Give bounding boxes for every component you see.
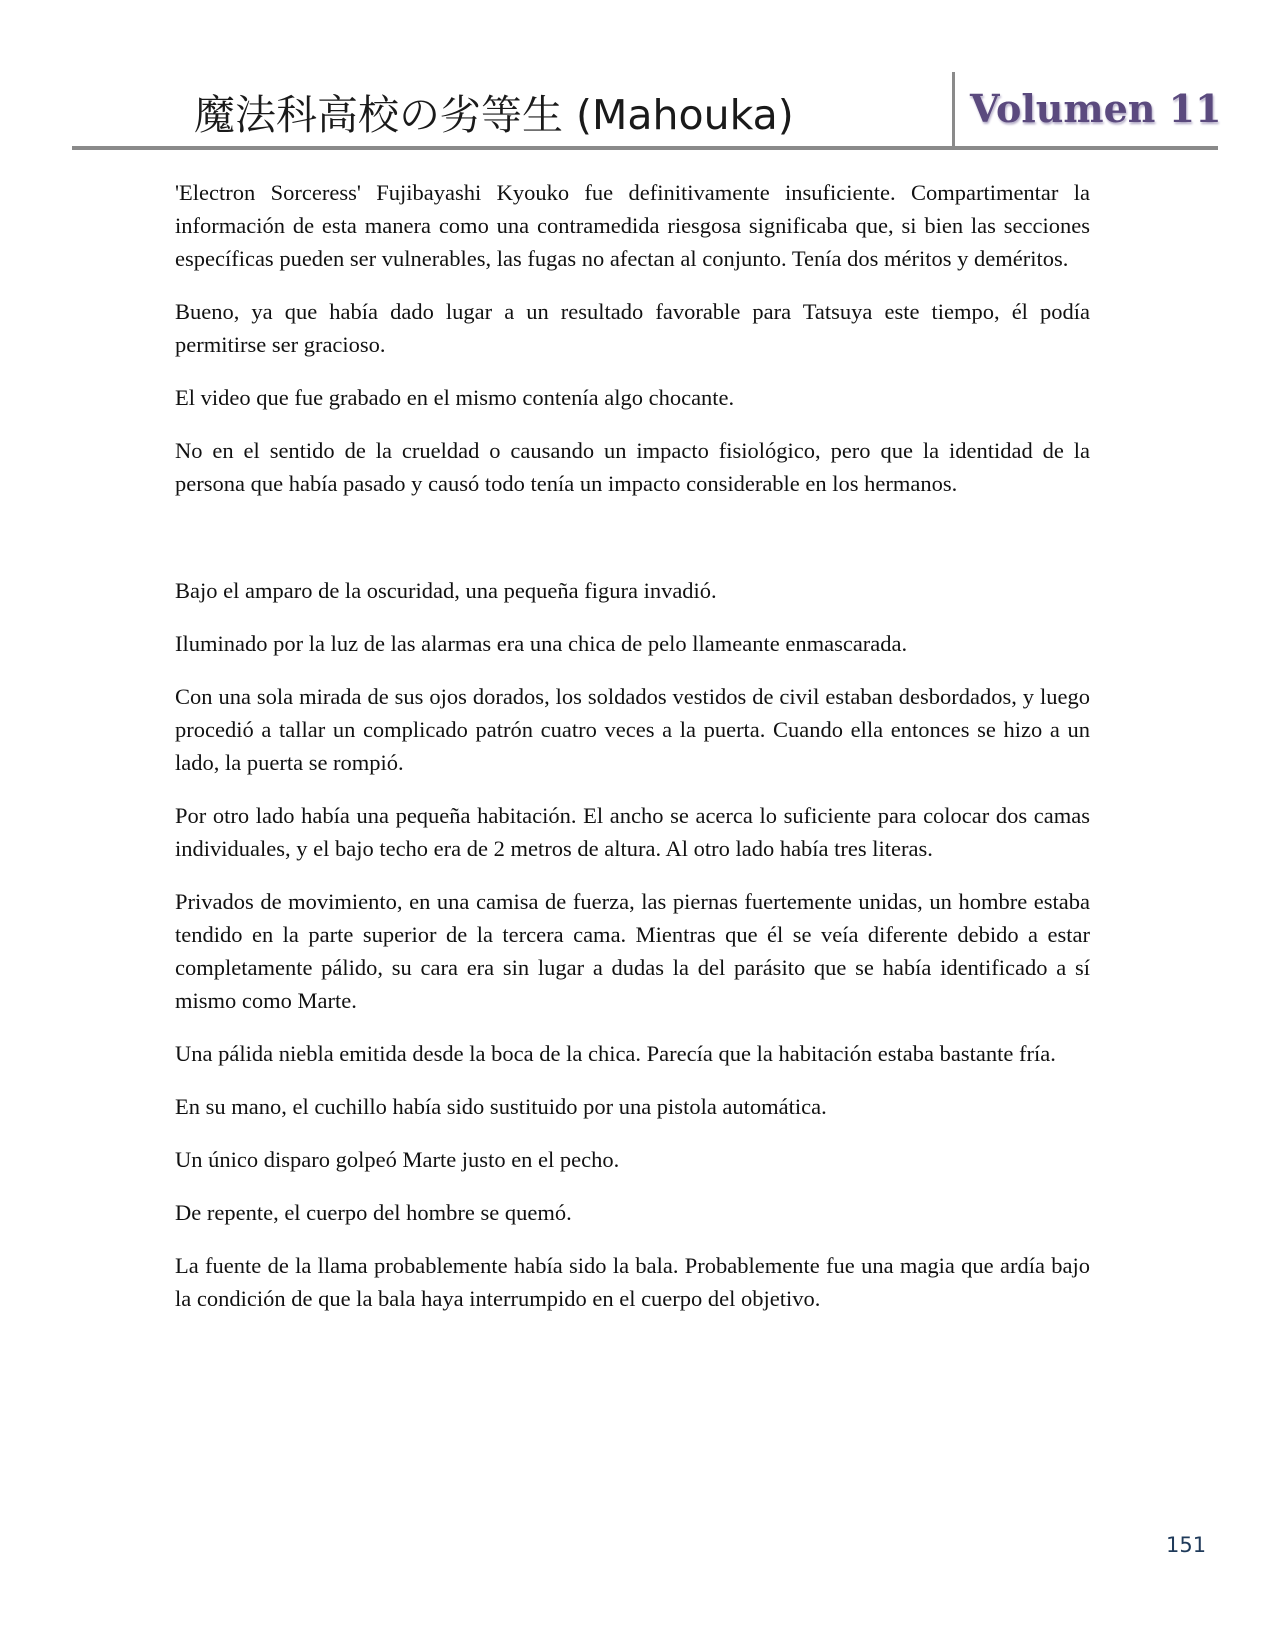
paragraph: Por otro lado había una pequeña habitación. El ancho se acerca lo suficiente para colocar dos camas individuales, y el bajo techo era de 2 metros de altura. Al otro lado había tres literas. <box>175 803 1090 861</box>
section-break <box>175 520 1090 574</box>
page-header <box>72 72 1222 150</box>
paragraph: Con una sola mirada de sus ojos dorados, los soldados vestidos de civil estaban desbordados, y luego procedió a tallar un complicado patrón cuatro veces a la puerta. Cuando ella entonces se hizo a un lado, la puerta se rompió. <box>175 684 1090 775</box>
page-number: 151 <box>1166 1533 1207 1557</box>
header-rule <box>72 146 1218 150</box>
paragraph: 'Electron Sorceress' Fujibayashi Kyouko fue definitivamente insuficiente. Compartimentar la información de esta manera como una contramedida riesgosa significaba que, si bien las secciones específicas pueden ser vulnerables, las fugas no afectan al conjunto. Tenía dos méritos y deméritos. <box>175 180 1090 271</box>
paragraph: Una pálida niebla emitida desde la boca de la chica. Parecía que la habitación estaba bastante fría. <box>175 1041 1056 1066</box>
paragraph: La fuente de la llama probablemente había sido la bala. Probablemente fue una magia que ardía bajo la condición de que la bala haya interrumpido en el cuerpo del objetivo. <box>175 1253 1090 1311</box>
paragraph: Privados de movimiento, en una camisa de fuerza, las piernas fuertemente unidas, un hombre estaba tendido en la parte superior de la tercera cama. Mientras que él se veía diferente debido a estar completamente pálido, su cara era sin lugar a dudas la del parásito que se había identificado a sí mismo como Marte. <box>175 889 1090 1013</box>
paragraph: El video que fue grabado en el mismo contenía algo chocante. <box>175 385 735 410</box>
header-divider <box>952 72 955 146</box>
paragraph: Bueno, ya que había dado lugar a un resultado favorable para Tatsuya este tiempo, él podía permitirse ser gracioso. <box>175 299 1090 357</box>
paragraph: Un único disparo golpeó Marte justo en el pecho. <box>175 1147 620 1172</box>
paragraph: De repente, el cuerpo del hombre se quemó. <box>175 1200 572 1225</box>
paragraph: Iluminado por la luz de las alarmas era una chica de pelo llameante enmascarada. <box>175 631 908 656</box>
book-title: 魔法科高校の劣等生 (Mahouka) <box>194 91 794 139</box>
paragraph: No en el sentido de la crueldad o causando un impacto fisiológico, pero que la identidad de la persona que había pasado y causó todo tenía un impacto considerable en los hermanos. <box>175 438 1090 496</box>
paragraph: Bajo el amparo de la oscuridad, una pequeña figura invadió. <box>175 578 717 603</box>
page-body <box>175 176 1090 1335</box>
paragraph: En su mano, el cuchillo había sido sustituido por una pistola automática. <box>175 1094 827 1119</box>
volume-label: Volumen 11 <box>970 86 1222 131</box>
